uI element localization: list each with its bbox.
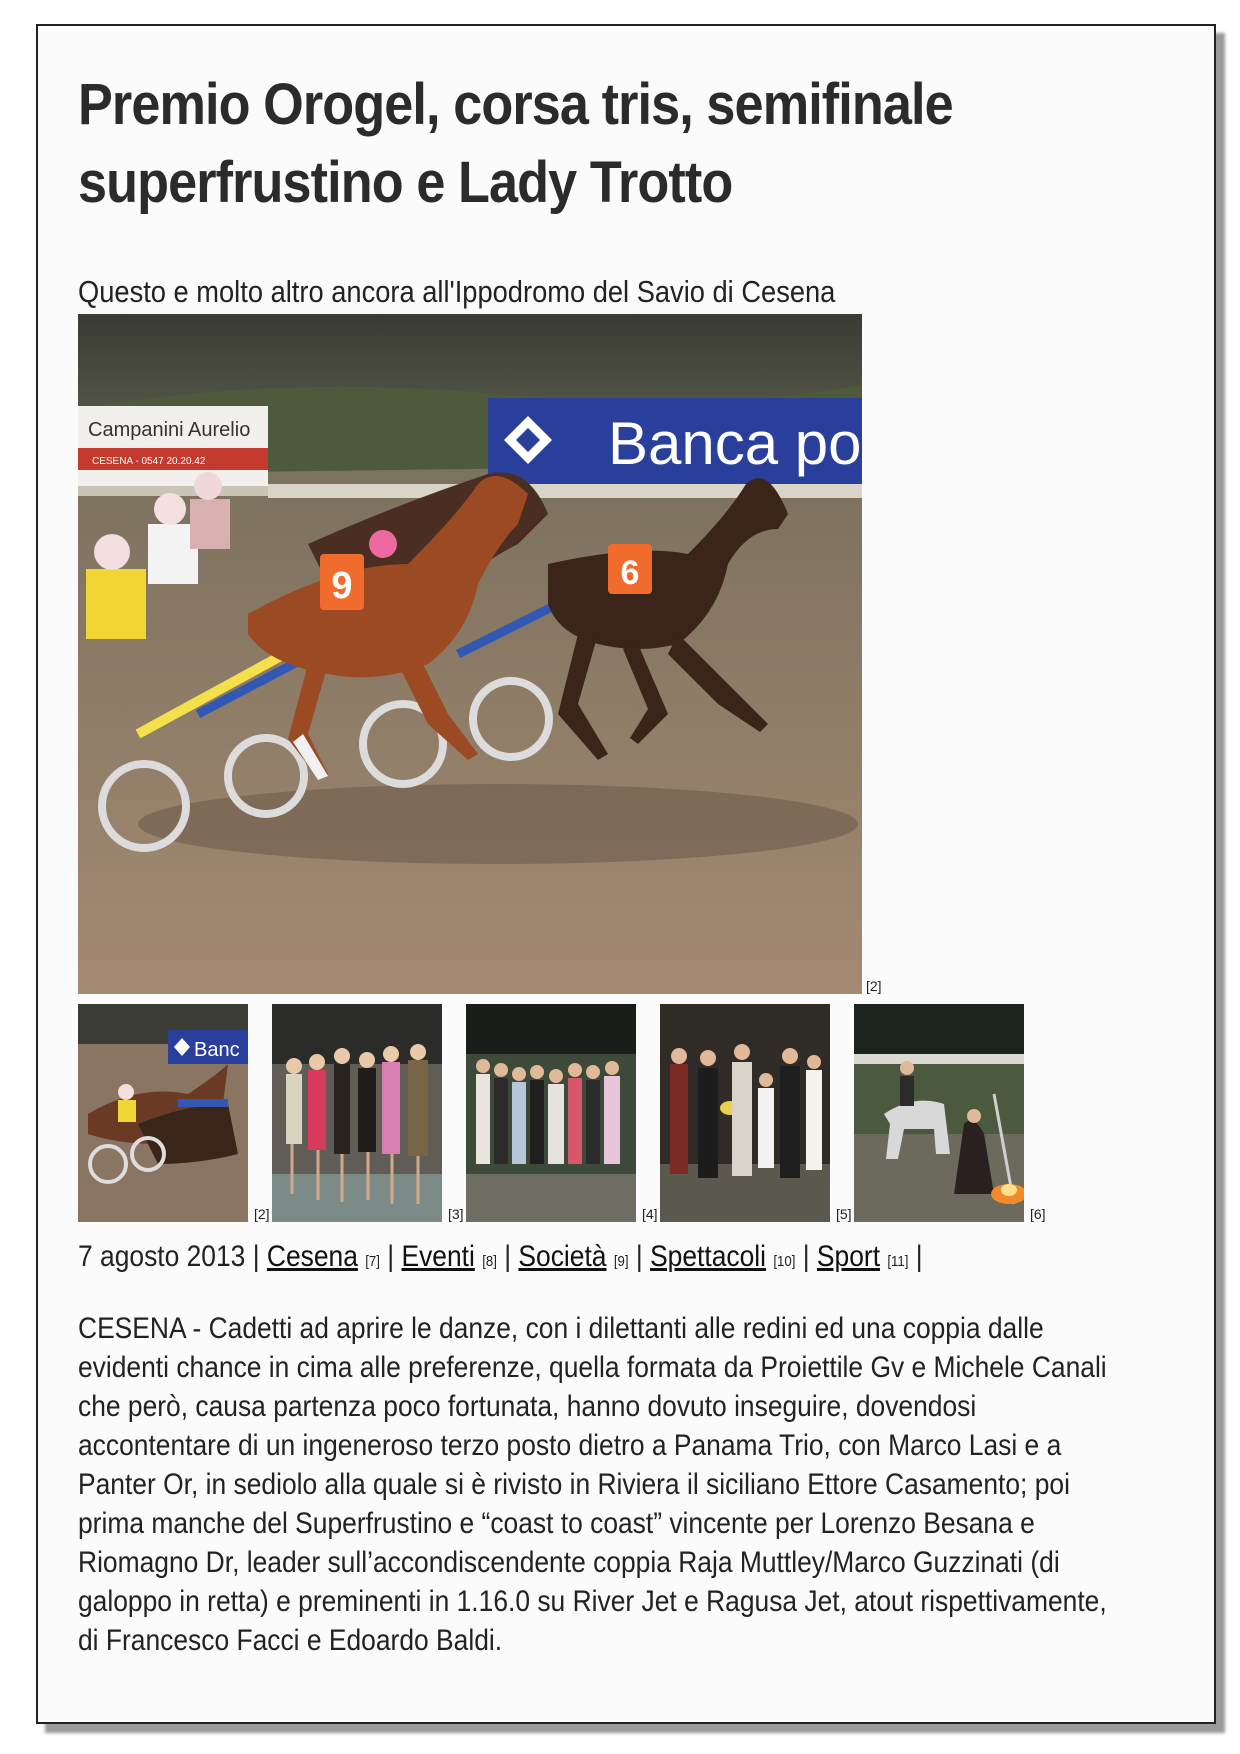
separator: | (915, 1240, 923, 1273)
main-photo-ref[interactable]: [2] (866, 978, 882, 994)
thumb-3-ref[interactable]: [4] (642, 1206, 658, 1222)
article-title: Premio Orogel, corsa tris, semifinale superfrustino e Lady Trotto (78, 72, 953, 215)
category-link-societa[interactable]: Società (518, 1240, 607, 1273)
category-link-eventi[interactable]: Eventi (401, 1240, 475, 1273)
thumb-4-ref[interactable]: [5] (836, 1206, 852, 1222)
separator: | (504, 1240, 512, 1273)
article-meta (78, 1240, 1046, 1274)
thumbnail-award-ceremony[interactable] (660, 1004, 830, 1222)
billboard-bank (488, 398, 862, 492)
category-link-sport[interactable]: Sport (816, 1240, 881, 1273)
thumbnail-race[interactable] (78, 1004, 248, 1222)
thumb-1-ref[interactable]: [2] (254, 1206, 270, 1222)
category-ref-eventi[interactable]: [8] (482, 1253, 497, 1270)
main-race-photo[interactable] (78, 314, 862, 994)
thumbnail-lady-trotto[interactable] (272, 1004, 442, 1222)
separator: | (802, 1240, 810, 1273)
bib-6: 6 (620, 554, 640, 592)
category-ref-sport[interactable]: [11] (887, 1253, 909, 1270)
category-ref-societa[interactable]: [9] (613, 1253, 629, 1270)
thumb-2-ref[interactable]: [3] (448, 1206, 464, 1222)
article-body: CESENA - Cadetti ad aprire le danze, con i dilettanti alle redini ed una coppia dalle evidenti chance in cima alle preferenze, quella formata da Proiettile Gv e Michele Canali che però, causa partenza poco fortunata, hanno dovuto inseguire, dovendosi accontentare di un ingeneroso terzo posto dietro a Panama Trio, con Marco Lasi e a Panter Or, in sediolo alla quale si è rivisto in Riviera il siciliano Ettore Casamento; poi prima manche del Superfrustino e “coast to coast” vincente per Lorenzo Besana e Riomagno Dr, leader sull’accondiscendente coppia Raja Muttley/Marco Guzzinati (di galoppo in retta) e preminenti in 1.16.0 su River Jet e Ragusa Jet, atout rispettivamente, di Francesco Facci e Edoardo Baldi. (78, 1312, 1107, 1657)
category-ref-spettacoli[interactable]: [10] (773, 1253, 796, 1270)
separator: | (252, 1240, 260, 1273)
billboard-bank-text: Banca po (608, 410, 862, 477)
billboard-left-subtext: CESENA - 0547 20.20.42 (92, 456, 206, 467)
separator: | (387, 1240, 395, 1273)
newspaper-page (36, 24, 1216, 1724)
category-ref-cesena[interactable]: [7] (365, 1253, 380, 1270)
article-date: 7 agosto 2013 (78, 1240, 246, 1273)
thumb-banner-text: Banc (194, 1039, 240, 1061)
thumb-5-ref[interactable]: [6] (1030, 1206, 1046, 1222)
article-subtitle: Questo e molto altro ancora all'Ippodromo del Savio di Cesena (78, 274, 836, 309)
bib-9: 9 (331, 565, 353, 607)
billboard-left (78, 406, 268, 486)
billboard-left-text: Campanini Aurelio (88, 419, 251, 441)
thumbnail-group-photo[interactable] (466, 1004, 636, 1222)
thumbnail-equestrian-show[interactable] (854, 1004, 1024, 1222)
separator: | (635, 1240, 643, 1273)
category-link-cesena[interactable]: Cesena (266, 1240, 358, 1273)
category-link-spettacoli[interactable]: Spettacoli (650, 1240, 767, 1273)
